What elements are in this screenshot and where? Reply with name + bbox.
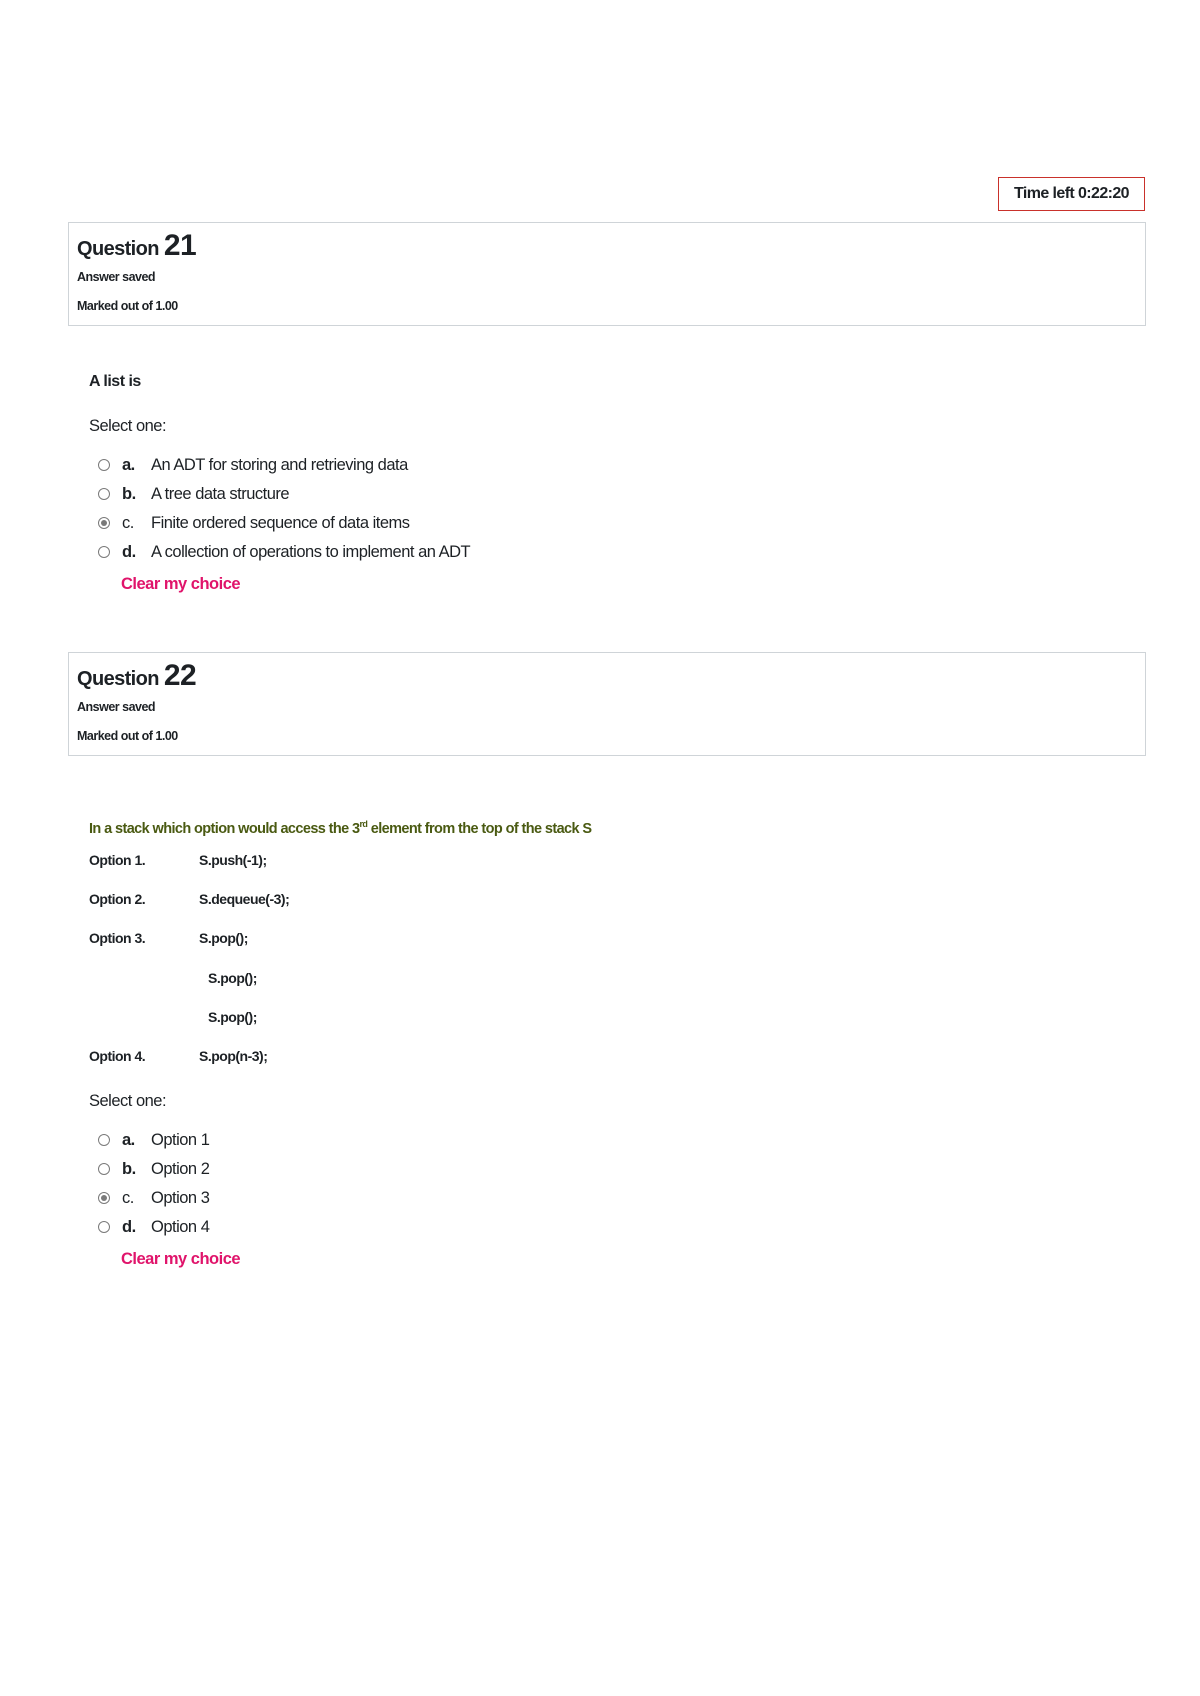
time-left-timer: Time left 0:22:20 [998,177,1145,211]
radio-button[interactable] [98,1221,110,1233]
stem-superscript: rd [359,819,368,829]
answer-letter: a. [122,455,135,474]
answer-letter: c. [122,1188,134,1207]
stem-text-start: In a stack which option would access the 3 [89,821,360,837]
radio-button-selected[interactable] [98,517,110,529]
answer-letter: b. [122,1159,136,1178]
question-word: Question [77,668,159,690]
code-option-line: S.pop(n-3); [199,1048,268,1064]
radio-button[interactable] [98,1134,110,1146]
answer-option-d[interactable] [98,540,470,564]
question-text: A list is [89,373,141,390]
code-option-label: Option 3. [89,930,146,946]
answer-text: A collection of operations to implement an ADT [151,542,471,561]
answer-text: Option 4 [151,1217,210,1236]
answer-option-a[interactable] [98,453,408,477]
answer-text: Finite ordered sequence of data items [151,513,410,532]
code-option-label: Option 4. [89,1048,146,1064]
question-grade: Marked out of 1.00 [77,729,178,743]
code-option-line: S.dequeue(-3); [199,891,290,907]
question-state: Answer saved [77,700,156,714]
radio-button[interactable] [98,546,110,558]
answer-option-d[interactable] [98,1215,209,1239]
code-option-line: S.pop(); [199,930,248,946]
code-option-label: Option 2. [89,891,146,907]
select-one-prompt: Select one: [89,1092,167,1110]
answer-letter: b. [122,484,136,503]
radio-button[interactable] [98,1163,110,1175]
answer-text: Option 3 [151,1188,210,1207]
answer-option-c[interactable] [98,1186,209,1210]
radio-button-selected[interactable] [98,1192,110,1204]
answer-option-b[interactable] [98,482,289,506]
select-one-prompt: Select one: [89,417,167,435]
question-number: 22 [163,659,197,692]
stem-text-end: element from the top of the stack S [367,821,592,837]
question-title [77,659,196,693]
answer-letter: a. [122,1130,135,1149]
answer-option-c[interactable] [98,511,410,535]
question-title [77,229,196,263]
question-word: Question [77,238,159,260]
clear-my-choice-link[interactable]: Clear my choice [121,575,241,593]
answer-letter: c. [122,513,134,532]
radio-button[interactable] [98,459,110,471]
code-option-line: S.push(-1); [199,852,267,868]
answer-text: Option 1 [151,1130,210,1149]
question-text [89,819,591,837]
answer-text: Option 2 [151,1159,210,1178]
answer-letter: d. [122,542,136,561]
answer-option-b[interactable] [98,1157,209,1181]
code-option-line: S.pop(); [208,1009,257,1025]
question-number: 21 [163,229,197,262]
radio-button[interactable] [98,488,110,500]
question-info-box [68,222,1146,326]
code-option-label: Option 1. [89,852,146,868]
answer-letter: d. [122,1217,136,1236]
answer-text: A tree data structure [151,484,290,503]
question-state: Answer saved [77,270,156,284]
clear-my-choice-link[interactable]: Clear my choice [121,1250,241,1268]
answer-option-a[interactable] [98,1128,209,1152]
question-info-box [68,652,1146,756]
question-grade: Marked out of 1.00 [77,299,178,313]
answer-text: An ADT for storing and retrieving data [151,455,408,474]
code-option-line: S.pop(); [208,970,257,986]
